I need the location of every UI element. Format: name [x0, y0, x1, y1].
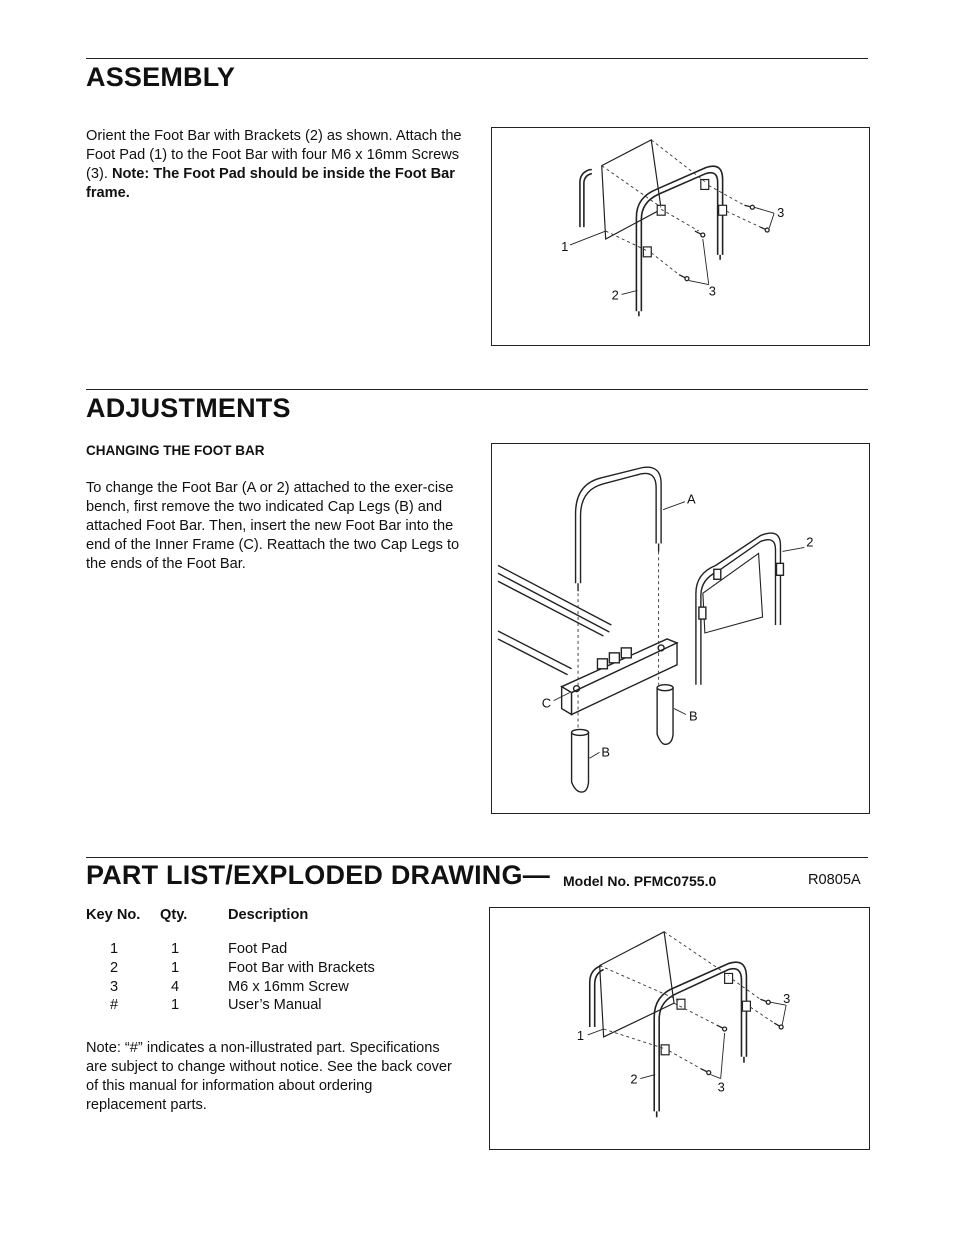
assembly-note: Note: The Foot Pad should be inside the Foot Bar frame.	[86, 166, 455, 201]
assembly-figure	[491, 127, 870, 346]
adjustments-subheading: CHANGING THE FOOT BAR	[86, 443, 265, 458]
parts-note: Note: “#” indicates a non-illustrated part. Specifications are subject to change without notice. See the back cover of this manual for information about ordering replacement parts.	[86, 1040, 452, 1113]
callout-1-exploded: 1	[576, 1027, 585, 1043]
callout-2-adjust: 2	[806, 534, 814, 550]
callout-2-exploded: 2	[630, 1071, 638, 1087]
adjustments-heading: ADJUSTMENTS	[86, 393, 291, 423]
parts-heading: PART LIST/EXPLODED DRAWING—	[86, 860, 550, 890]
callout-3b: 3	[708, 283, 716, 299]
adjustments-drawing	[492, 444, 869, 813]
foot-pad-part	[602, 140, 661, 239]
part-key: 2	[110, 960, 119, 976]
callout-2: 2	[611, 287, 619, 303]
assembly-heading: ASSEMBLY	[86, 62, 236, 92]
part-qty: 4	[171, 979, 180, 995]
part-key: 3	[110, 979, 119, 995]
adjustments-instructions: To change the Foot Bar (A or 2) attached to the exer-cise bench, first remove the two indicated Cap Legs (B) and attached Foot Bar. Then, insert the new Foot Bar into the end of the Inner Frame (C). Reattach the two Cap Legs to the ends of the Foot Bar.	[86, 480, 460, 572]
callout-b-right: B	[688, 708, 698, 724]
exploded-drawing	[490, 908, 869, 1149]
part-description: User’s Manual	[228, 997, 322, 1013]
part-description: Foot Pad	[228, 941, 288, 957]
foot-bar-a-part	[576, 467, 662, 583]
assembly-text: Orient the Foot Bar with Brackets (2) as shown. Attach the Foot Pad (1) to the Foot Bar with four M6 x 16mm Screws (3).	[86, 128, 462, 182]
callout-b-left: B	[601, 744, 611, 760]
callout-1: 1	[561, 238, 569, 254]
key-no-header: Key No.	[86, 907, 141, 923]
part-qty: 1	[171, 960, 180, 976]
part-qty: 1	[171, 997, 180, 1013]
callout-3a: 3	[777, 205, 785, 221]
exploded-drawing-figure	[489, 907, 870, 1150]
callout-3a-exploded: 3	[783, 991, 791, 1007]
part-qty: 1	[171, 941, 180, 957]
part-key: 1	[110, 941, 119, 957]
callout-a: A	[686, 491, 696, 507]
part-description: Foot Bar with Brackets	[228, 960, 375, 976]
model-number: Model No. PFMC0755.0	[563, 873, 717, 889]
document-code: R0805A	[808, 872, 861, 888]
assembly-instructions	[86, 127, 466, 203]
assembly-rule	[86, 58, 868, 59]
parts-rule	[86, 857, 868, 858]
description-header: Description	[228, 907, 309, 923]
part-description: M6 x 16mm Screw	[228, 979, 349, 995]
qty-header: Qty.	[160, 907, 188, 923]
callout-c: C	[541, 695, 552, 711]
adjustments-figure	[491, 443, 870, 814]
adjustments-rule	[86, 389, 868, 390]
foot-bar-2-part	[696, 533, 781, 685]
assembly-drawing	[492, 128, 869, 345]
callout-3b-exploded: 3	[717, 1079, 725, 1095]
cap-leg-b-part	[572, 732, 589, 792]
part-key: #	[110, 997, 119, 1013]
